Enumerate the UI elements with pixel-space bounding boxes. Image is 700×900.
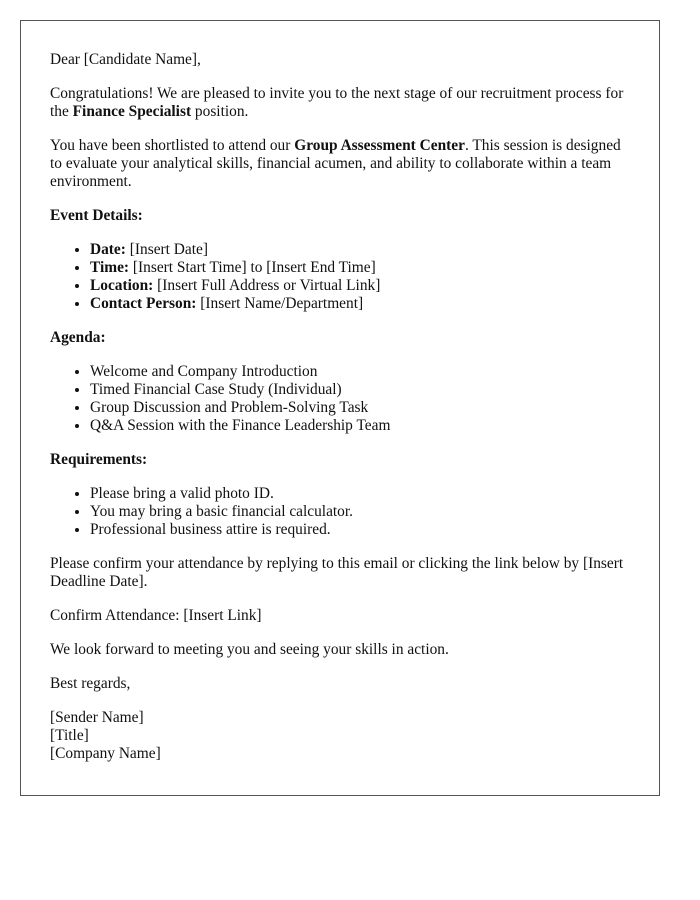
event-detail-label: Date: xyxy=(90,241,126,258)
agenda-item: • Q&A Session with the Finance Leadership Team xyxy=(90,417,631,435)
signoff: Best regards, xyxy=(50,675,131,692)
event-detail-label: Contact Person: xyxy=(90,295,197,312)
agenda-item: • Timed Financial Case Study (Individual) xyxy=(90,381,631,399)
letter-container xyxy=(20,20,660,796)
event-name: Group Assessment Center xyxy=(294,137,465,154)
position-title: Finance Specialist xyxy=(72,103,192,120)
requirement-item: • You may bring a basic financial calculator. xyxy=(90,503,631,521)
intro-text-start: Congratulations! We are pleased to invite you to the next stage of our recruitment process for the xyxy=(50,85,624,120)
shortlist-text-end: . This session is designed to evaluate your analytical skills, financial acumen, and ability to collaborate within a team environment. xyxy=(50,137,621,190)
event-details-heading: Event Details: xyxy=(50,207,143,224)
event-detail-time xyxy=(90,259,631,277)
event-detail-label: Time: xyxy=(90,259,130,276)
intro-text-end: position. xyxy=(191,103,249,120)
confirm-paragraph: Please confirm your attendance by replying to this email or clicking the link below by [Insert Deadline Date]. xyxy=(50,555,624,590)
shortlist-paragraph xyxy=(50,137,631,191)
event-detail-value: [Insert Name/Department] xyxy=(196,295,364,312)
closing-line: We look forward to meeting you and seeing your skills in action. xyxy=(50,641,449,658)
event-detail-value: [Insert Date] xyxy=(125,241,208,258)
event-detail-date xyxy=(90,241,631,259)
signature-block xyxy=(50,709,631,763)
shortlist-text-start: You have been shortlisted to attend our xyxy=(50,137,295,154)
intro-paragraph xyxy=(50,85,631,121)
requirements-list xyxy=(50,485,631,539)
agenda-item: • Group Discussion and Problem-Solving Task xyxy=(90,399,631,417)
event-detail-label: Location: xyxy=(90,277,154,294)
event-detail-value: [Insert Start Time] to [Insert End Time] xyxy=(129,259,376,276)
requirements-heading: Requirements: xyxy=(50,451,148,468)
event-detail-contact xyxy=(90,295,631,313)
event-detail-value: [Insert Full Address or Virtual Link] xyxy=(153,277,381,294)
sender-name: [Sender Name] xyxy=(50,709,144,726)
agenda-heading: Agenda: xyxy=(50,329,106,346)
sender-title: [Title] xyxy=(50,727,89,744)
agenda-item: • Welcome and Company Introduction xyxy=(90,363,631,381)
requirement-item: • Please bring a valid photo ID. xyxy=(90,485,631,503)
company-name: [Company Name] xyxy=(50,745,161,762)
agenda-list xyxy=(50,363,631,435)
confirm-link-line: Confirm Attendance: [Insert Link] xyxy=(50,607,262,624)
event-details-list xyxy=(50,241,631,313)
requirement-item: • Professional business attire is required. xyxy=(90,521,631,539)
salutation: Dear [Candidate Name], xyxy=(50,51,201,68)
event-detail-location xyxy=(90,277,631,295)
